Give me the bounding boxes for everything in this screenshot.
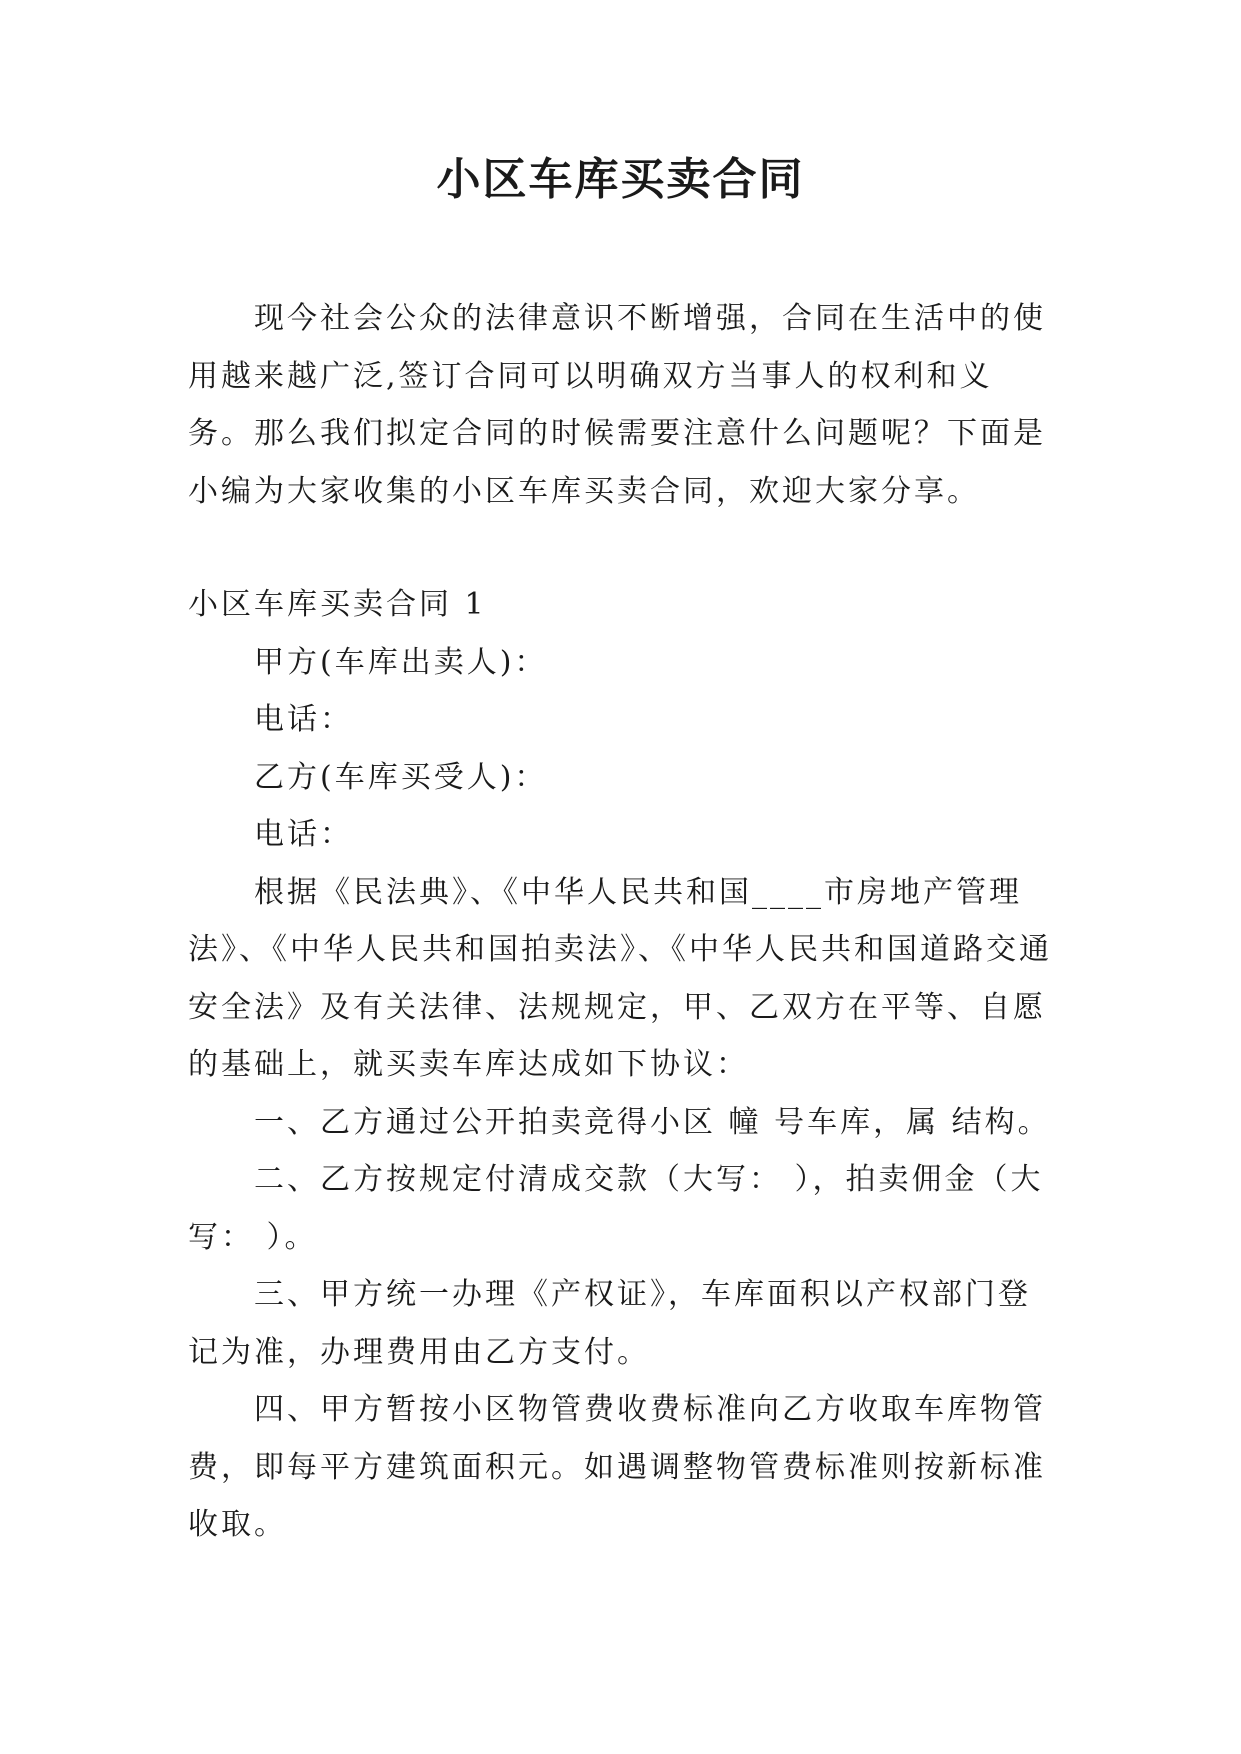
clause-1: 一、乙方通过公开拍卖竞得小区 幢 号车库，属 结构。 <box>254 1104 1051 1140</box>
intro-paragraph: 现今社会公众的法律意识不断增强，合同在生活中的使用越来越广泛,签订合同可以明确双方当事人的权利和义务。那么我们拟定合同的时候需要注意什么问题呢？下面是小编为大家收集的小区车库买卖合同，欢迎大家分享。 <box>188 301 1046 509</box>
contract-body <box>188 576 1058 1554</box>
party-b-line: 乙方(车库买受人)： <box>254 759 548 795</box>
intro-block <box>188 290 1058 520</box>
legal-basis-paragraph: 根据《民法典》、《中华人民共和国____市房地产管理法》、《中华人民共和国拍卖法》、《中华人民共和国道路交通安全法》及有关法律、法规规定，甲、乙双方在平等、自愿的基础上，就买卖车库达成如下协议： <box>188 874 1052 1082</box>
party-a-line: 甲方(车库出卖人)： <box>254 644 548 680</box>
phone-a-line: 电话： <box>254 702 353 737</box>
phone-b-line: 电话： <box>254 817 353 852</box>
clause-4: 四、甲方暂按小区物管费收费标准向乙方收取车库物管费，即每平方建筑面积元。如遇调整物管费标准则按新标准收取。 <box>188 1392 1046 1542</box>
clause-3: 三、甲方统一办理《产权证》，车库面积以产权部门登记为准，办理费用由乙方支付。 <box>188 1277 1031 1370</box>
document-title: 小区车库买卖合同 <box>436 154 805 205</box>
clause-2: 二、乙方按规定付清成交款（大写： ），拍卖佣金（大写： ）。 <box>188 1162 1044 1255</box>
section-heading: 小区车库买卖合同 1 <box>188 587 487 622</box>
